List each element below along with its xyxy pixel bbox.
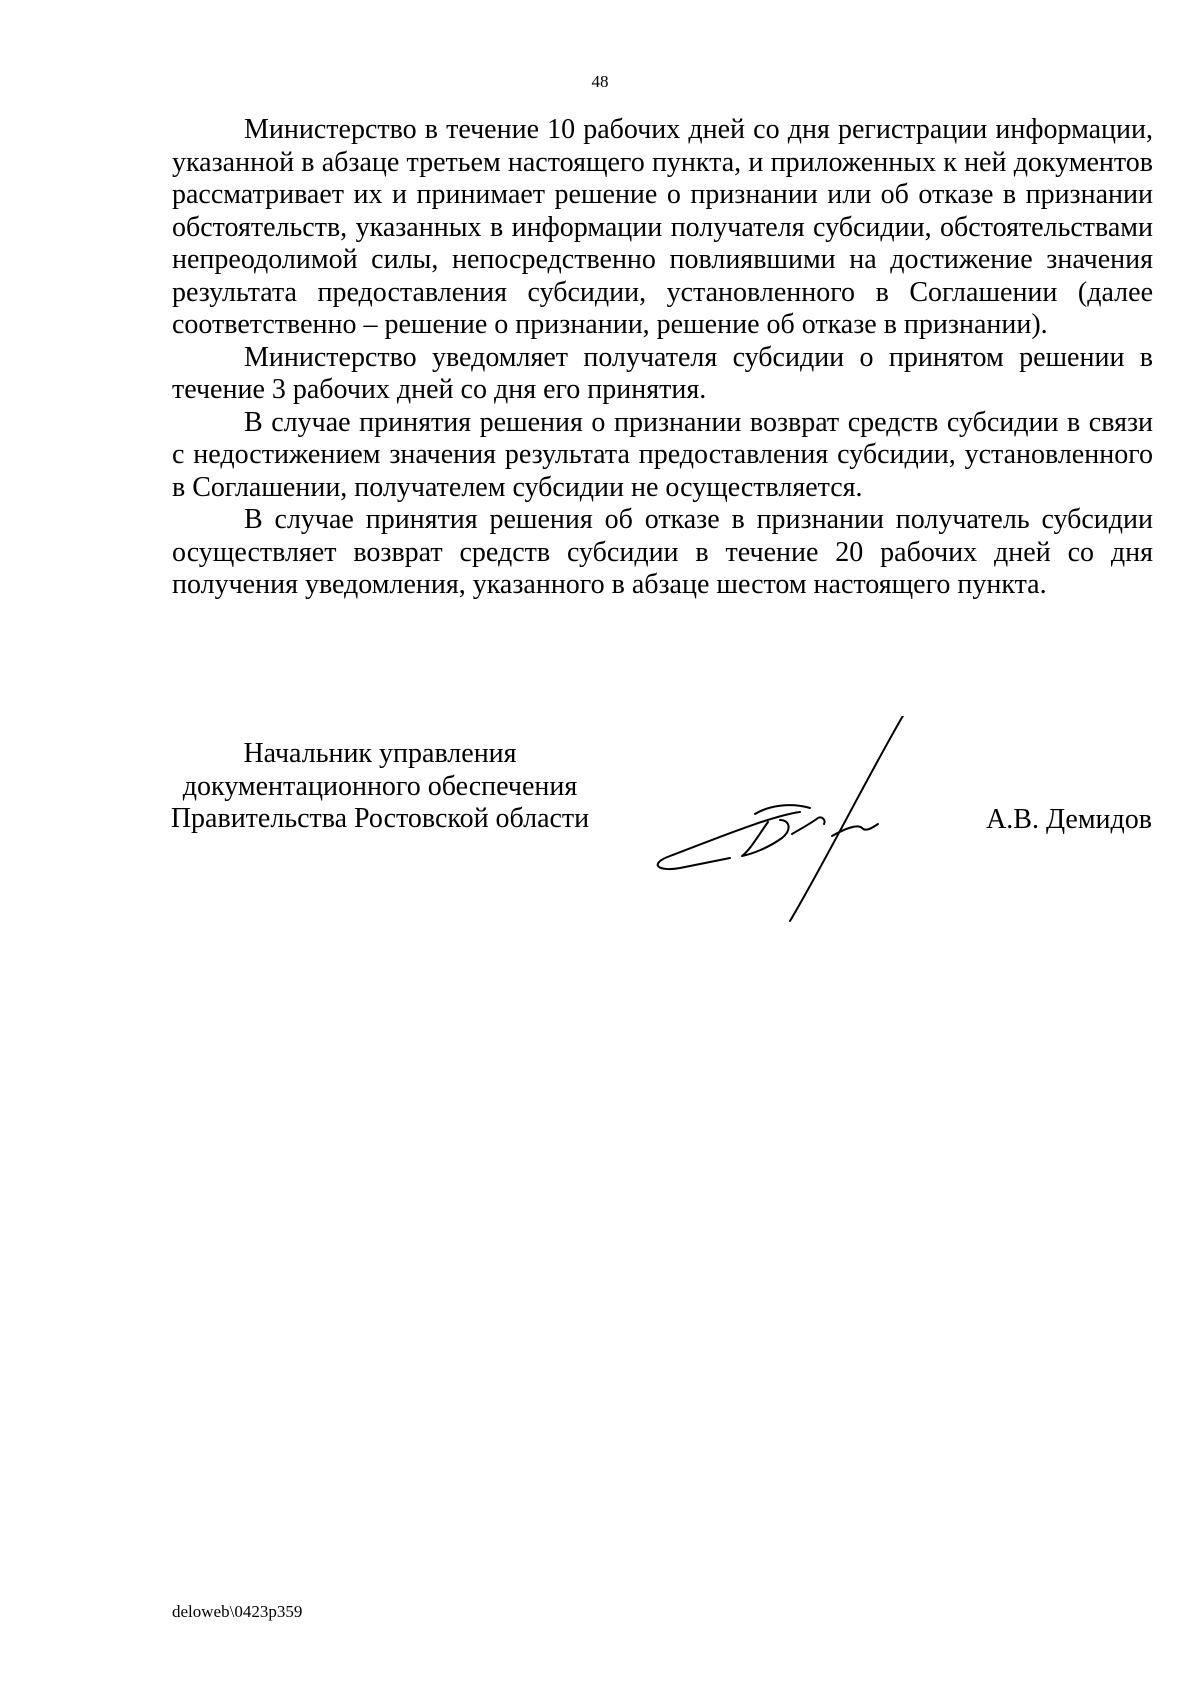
paragraph: Министерство в течение 10 рабочих дней со дня регистрации информации, указанной в абзаце третьем настоящего пункта, и приложенных к ней документов рассматривает их и принимает решение о признании или об отказе в признании обстоятельств, указанных в информации получателя субсидии, обстоятельствами непреодолимой силы, непосредственно повлиявшими на достижение значения результата предоставления субсидии, установленного в Соглашении (далее соответственно – решение о признании, решение об отказе в признании). xyxy=(172,114,1153,340)
signatory-name: А.В. Демидов xyxy=(986,804,1152,835)
document-code: deloweb\0423p359 xyxy=(172,1602,303,1621)
signatory-title-line: Начальник управления xyxy=(243,738,517,769)
document-body xyxy=(172,114,1153,602)
page-number: 48 xyxy=(591,72,609,91)
paragraph: В случае принятия решения об отказе в признании получатель субсидии осуществляет возврат средств субсидии в течение 20 рабочих дней со дня получения уведомления, указанного в абзаце шестом настоящего пункта. xyxy=(172,504,1153,600)
signatory-title-line: документационного обеспечения xyxy=(182,770,578,802)
signatory-title-line: Правительства Ростовской области xyxy=(170,803,590,834)
signatory-title xyxy=(150,738,610,836)
paragraph: В случае принятия решения о признании возврат средств субсидии в связи с недостижением значения результата предоставления субсидии, установленного в Соглашении, получателем субсидии не осуществляется. xyxy=(172,406,1153,503)
handwritten-signature xyxy=(650,716,950,926)
paragraph: Министерство уведомляет получателя субсидии о принятом решении в течение 3 рабочих дней со дня его принятия. xyxy=(172,341,1153,405)
